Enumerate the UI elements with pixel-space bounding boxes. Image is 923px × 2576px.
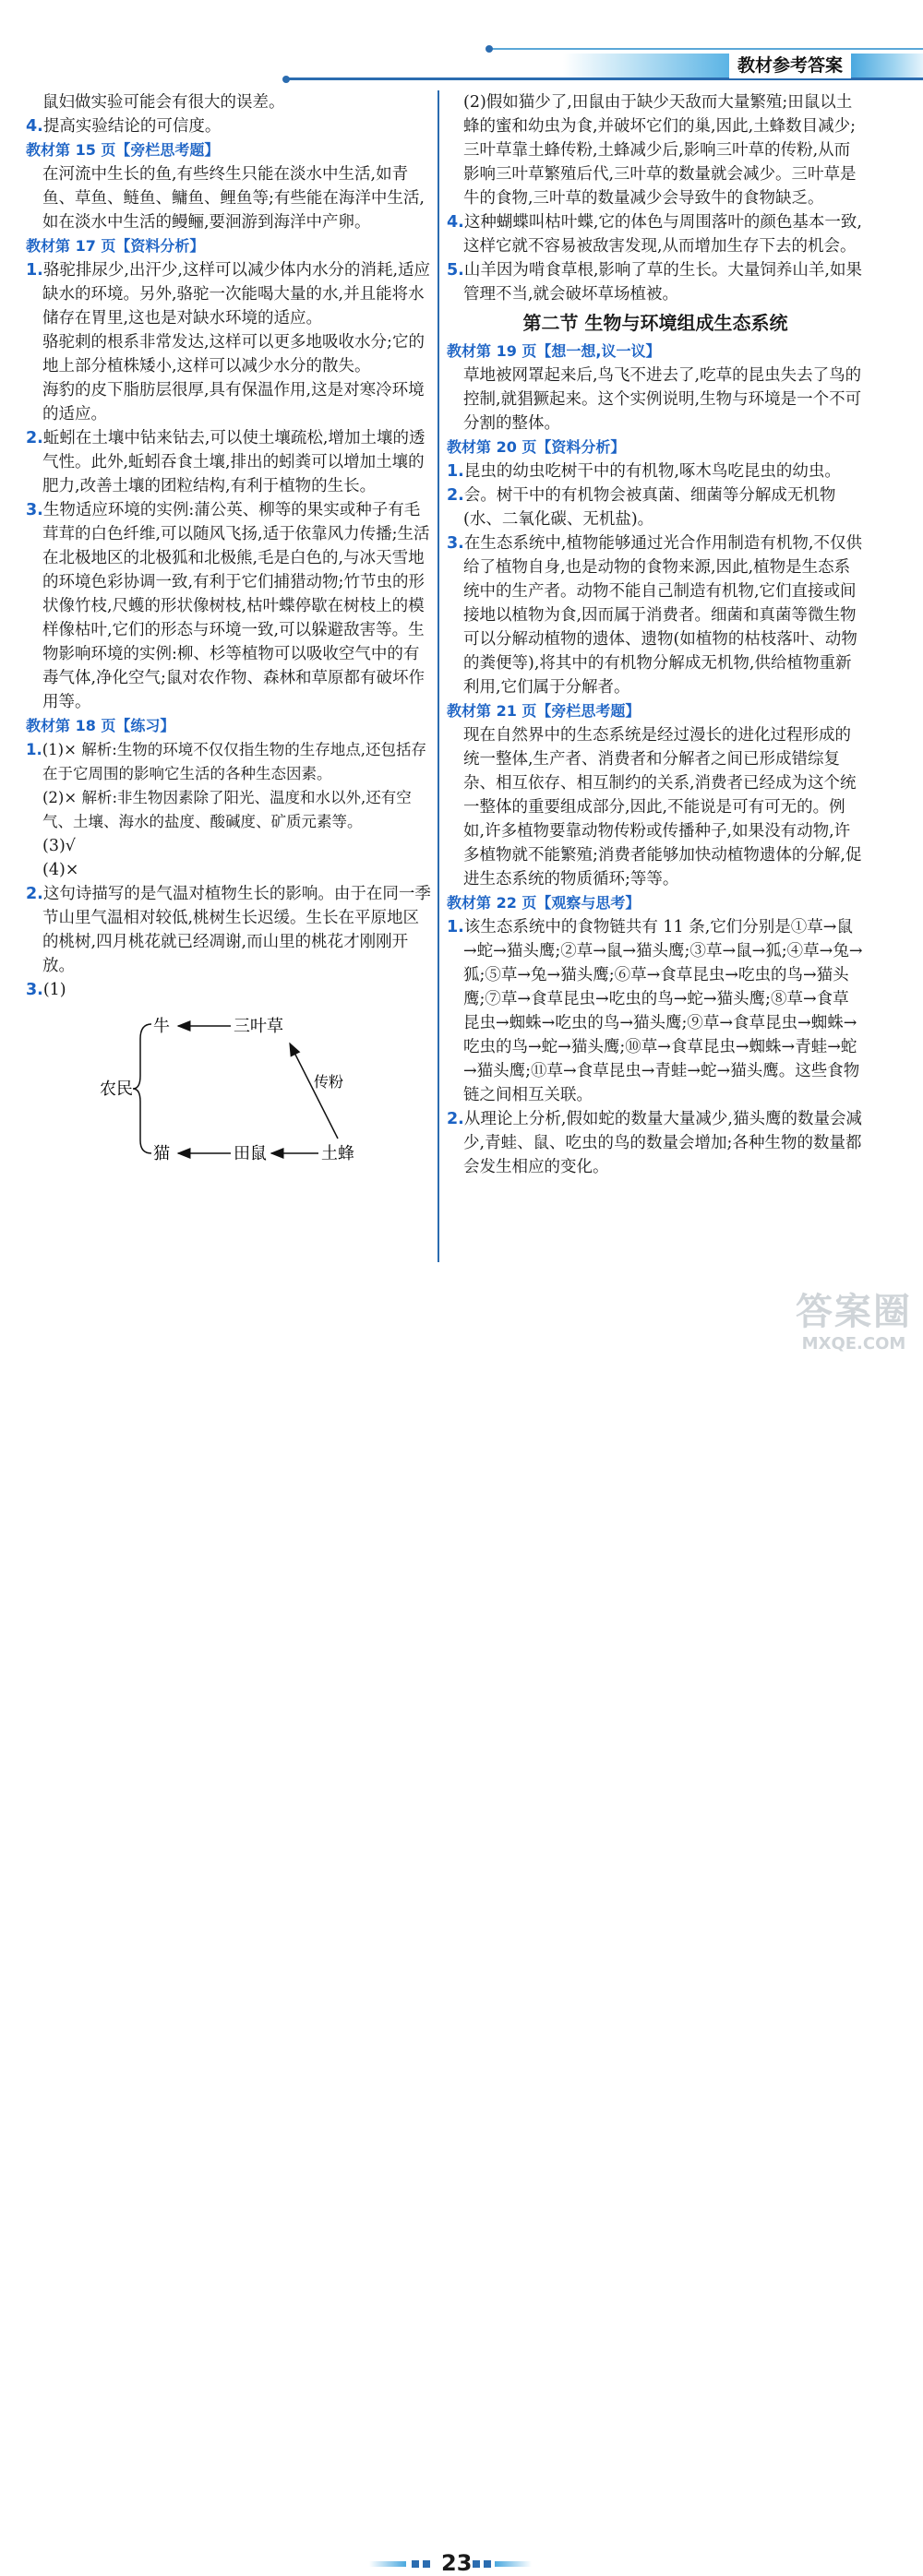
footer-square [423, 2560, 430, 2568]
answer-item [447, 483, 864, 531]
answer-text: 提高实验结论的可信度。 [42, 117, 222, 136]
item-number: 3. [447, 534, 464, 553]
paragraph: 海豹的皮下脂肪层很厚,具有保温作用,这是对寒冷环境的适应。 [42, 381, 425, 423]
item-number: 1. [26, 741, 42, 758]
answer-text: 骆驼排尿少,出汗少,这样可以减少体内水分的消耗,适应缺水的环境。另外,骆驼一次能喝大量的水,并且能将水储存在胃里,这也是对缺水环境的适应。 [42, 261, 431, 328]
answer-item [26, 738, 432, 786]
node-cow: 牛 [153, 1017, 170, 1036]
page-header [0, 0, 923, 92]
answer-item [447, 531, 864, 699]
answer-text: 从理论上分析,假如蛇的数量大量减少,猫头鹰的数量会减少,青蛙、鼠、吃虫的鸟的数量会增加;各种生物的数量都会发生相应的变化。 [463, 1110, 862, 1176]
item-number: 1. [26, 261, 43, 280]
section-heading: 教材第 19 页【想一想,议一议】 [447, 342, 661, 360]
answer-item [26, 882, 432, 978]
footer-band-right [495, 2561, 532, 2567]
node-bee: 土蜂 [321, 1144, 354, 1163]
answer-item [447, 1107, 864, 1179]
paragraph: 现在自然界中的生态系统是经过漫长的进化过程形成的统一整体,生产者、消费者和分解者之间已形成错综复杂、相互依存、相互制约的关系,消费者已经成为这个统一整体的重要组成部分,因此,不能说是可有可无的。例如,许多植物要靠动物传粉或传播种子,如果没有动物,许多植物就不能繁殖;消费者能够加快动植物遗体的分解,促进生态系统的物质循环;等等。 [463, 726, 862, 888]
footer-square [484, 2560, 491, 2568]
header-gradient-tail [851, 54, 923, 78]
section-heading: 教材第 22 页【观察与思考】 [447, 894, 641, 912]
section-title: 第二节 生物与环境组成生态系统 [522, 312, 788, 334]
answer-text: 这种蝴蝶叫枯叶蝶,它的体色与周围落叶的颜色基本一致,这样它就不容易被敌害发现,从而增加生存下去的机会。 [463, 213, 862, 256]
answer-item [26, 114, 432, 138]
answer-text: (1) [42, 981, 66, 999]
item-number: 3. [26, 501, 43, 519]
item-number: 2. [447, 1110, 464, 1128]
item-number: 2. [26, 885, 43, 903]
brace-bracket [133, 1024, 151, 1153]
section-heading: 教材第 18 页【练习】 [26, 717, 175, 734]
header-rule-top [489, 48, 923, 50]
answer-text: 会。树干中的有机物会被真菌、细菌等分解成无机物(水、二氧化碳、无机盐)。 [463, 486, 836, 529]
label-pollinate: 传粉 [314, 1073, 344, 1091]
item-number: 4. [447, 213, 464, 232]
header-dot [485, 45, 493, 53]
item-number: 2. [447, 486, 464, 505]
paragraph: 骆驼刺的根系非常发达,这样可以更多地吸收水分;它的地上部分植株矮小,这样可以减少水分的散失。 [42, 333, 425, 376]
section-heading: 教材第 20 页【资料分析】 [447, 438, 626, 456]
answer-item [26, 978, 432, 1002]
food-web-diagram [26, 1002, 432, 1168]
answer-item [447, 258, 864, 306]
answer-item [26, 498, 432, 714]
answer-item [447, 210, 864, 258]
answer-text: 蚯蚓在土壤中钻来钻去,可以使土壤疏松,增加土壤的透气性。此外,蚯蚓吞食土壤,排出的蚓粪可以增加土壤的肥力,改善土壤的团粒结构,有利于植物的生长。 [42, 429, 426, 495]
item-number: 1. [447, 918, 464, 936]
node-mouse: 田鼠 [234, 1144, 267, 1163]
answer-item [447, 459, 864, 483]
answer-text: 该生态系统中的食物链共有 11 条,它们分别是①草→鼠→蛇→猫头鹰;②草→鼠→猫头鹰;③草→鼠→狐;④草→兔→狐;⑤草→兔→猫头鹰;⑥草→食草昆虫→吃虫的鸟→猫头鹰;⑦草→食草昆虫→吃虫的鸟→蛇→猫头鹰;⑧草→食草昆虫→蜘蛛→吃虫的鸟→猫头鹰;⑨草→食草昆虫→蜘蛛→吃虫的鸟→蛇→猫头鹰;⑩草→食草昆虫→蜘蛛→青蛙→蛇→猫头鹰;⑪草→食草昆虫→青蛙→蛇→猫头鹰。这些食物链之间相互关联。 [463, 918, 863, 1104]
header-gradient-band [563, 54, 729, 78]
paragraph: 在河流中生长的鱼,有些终生只能在淡水中生活,如青鱼、草鱼、鲢鱼、鳙鱼、鲤鱼等;有些能在海洋中生活,如在淡水中生活的鳗鲡,要洄游到海洋中产卵。 [42, 165, 425, 232]
food-web-svg [26, 1002, 432, 1168]
answer-text: 昆虫的幼虫吃树干中的有机物,啄木鸟吃昆虫的幼虫。 [463, 462, 841, 481]
item-number: 1. [447, 462, 464, 481]
answer-text: 在生态系统中,植物能够通过光合作用制造有机物,不仅供给了植物自身,也是动物的食物来源,因此,植物是生态系统中的生产者。动物不能自己制造有机物,它们直接或间接地以植物为食,因而属于消费者。细菌和真菌等微生物可以分解动植物的遗体、遗物(如植物的枯枝落叶、动物的粪便等),将其中的有机物分解成无机物,供给植物重新利用,它们属于分解者。 [463, 534, 862, 697]
item-number: 3. [26, 981, 43, 999]
answer-item [26, 426, 432, 498]
answer-text: 生物适应环境的实例:蒲公英、柳等的果实或种子有毛茸茸的白色纤维,可以随风飞扬,适于依靠风力传播;生活在北极地区的北极狐和北极熊,毛是白色的,与冰天雪地的环境色彩协调一致,有利于它们捕猎动物;竹节虫的形状像竹枝,尺蠖的形状像树枝,枯叶蝶停歇在树枝上的模样像枯叶,它们的形态与环境一致,可以躲避敌害等。生物影响环境的实例:柳、杉等植物可以吸收空气中的有毒气体,净化空气;鼠对农作物、森林和草原都有破坏作用等。 [42, 501, 430, 711]
node-clover: 三叶草 [234, 1017, 283, 1036]
section-heading: 教材第 21 页【旁栏思考题】 [447, 702, 641, 720]
column-divider [438, 90, 439, 1262]
paragraph: (3)√ [42, 837, 76, 855]
arrow-bee-to-clover [290, 1044, 338, 1139]
watermark-url: MXQE.COM [801, 1334, 906, 1354]
item-number: 4. [26, 117, 43, 136]
section-heading: 教材第 15 页【旁栏思考题】 [26, 141, 220, 159]
node-cat: 猫 [153, 1144, 170, 1163]
footer-square [473, 2560, 480, 2568]
watermark-logo [785, 1290, 923, 1359]
footer-square [412, 2560, 419, 2568]
left-column [26, 90, 432, 1168]
paragraph: 草地被网罩起来后,鸟飞不进去了,吃草的昆虫失去了鸟的控制,就猖獗起来。这个实例说明,生物与环境是一个不可分割的整体。 [463, 366, 862, 433]
watermark-text: 答案圈 [796, 1291, 912, 1333]
answer-item [26, 258, 432, 330]
paragraph: (2)× 解析:非生物因素除了阳光、温度和水以外,还有空气、土壤、海水的盐度、酸碱度、矿质元素等。 [42, 789, 412, 830]
footer-band-left [369, 2561, 406, 2567]
item-number: 2. [26, 429, 43, 447]
header-dot [282, 76, 290, 83]
answer-text: 这句诗描写的是气温对植物生长的影响。由于在同一季节山里气温相对较低,桃树生长迟缓。生长在平原地区的桃树,四月桃花就已经凋谢,而山里的桃花才刚刚开放。 [42, 885, 431, 975]
node-farmer: 农民 [100, 1079, 133, 1099]
paragraph: (4)× [42, 861, 79, 879]
paragraph: (2)假如猫少了,田鼠由于缺少天敌而大量繁殖;田鼠以土蜂的蜜和幼虫为食,并破坏它们的巢,因此,土蜂数目减少;三叶草靠土蜂传粉,土蜂减少后,影响三叶草的传粉,从而影响三叶草繁殖后代,三叶草的数量就会减少。三叶草是牛的食物,三叶草的数量减少会导致牛的食物缺乏。 [463, 93, 857, 208]
paragraph: 鼠妇做实验可能会有很大的误差。 [42, 93, 285, 112]
section-heading: 教材第 17 页【资料分析】 [26, 237, 205, 255]
answer-text: (1)× 解析:生物的环境不仅仅指生物的生存地点,还包括存在于它周围的影响它生活的各种生态因素。 [42, 741, 426, 782]
answer-text: 山羊因为啃食草根,影响了草的生长。大量饲养山羊,如果管理不当,就会破坏草场植被。 [463, 261, 862, 304]
header-title: 教材参考答案 [729, 53, 851, 78]
item-number: 5. [447, 261, 464, 280]
right-column [447, 90, 864, 1179]
page-number: 23 [441, 2550, 473, 2576]
answer-item [447, 915, 864, 1107]
